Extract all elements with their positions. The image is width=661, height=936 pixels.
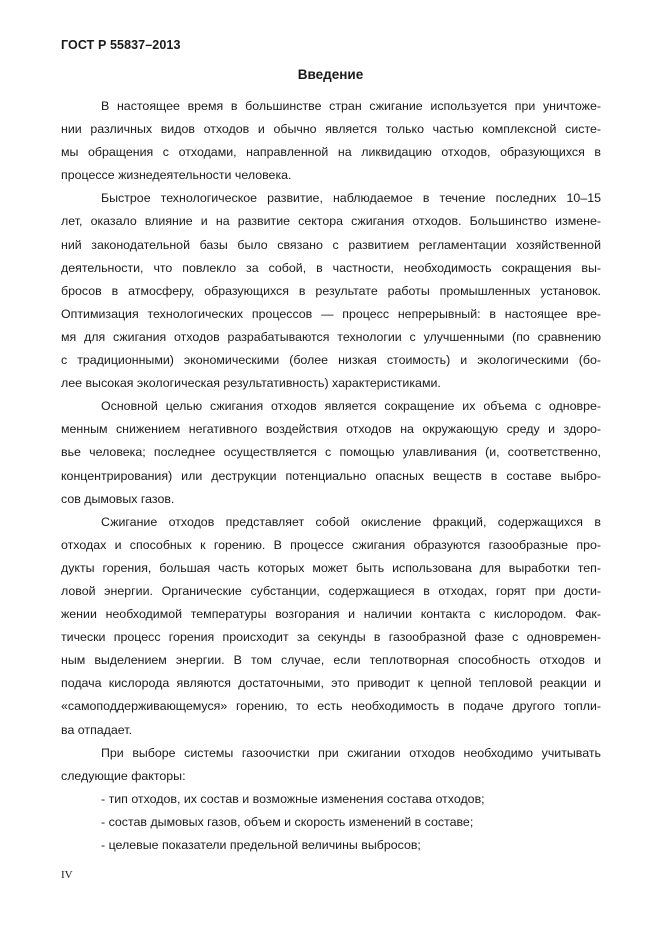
- factor-list: [61, 788, 601, 857]
- page-number: IV: [61, 869, 73, 881]
- text-line: вье человека; последнее осуществляется с помощью улавливания (и, соответственно,: [61, 445, 601, 460]
- text-line: деятельности, что повлекло за собой, в частности, необходимость сокращения вы-: [61, 260, 601, 275]
- list-item: - целевые показатели предельной величины выбросов;: [101, 838, 421, 852]
- text-line: Оптимизация технологических процессов — процесс непрерывный: в настоящее вре-: [61, 306, 601, 321]
- text-line: концентрирования) или деструкции потенциально опасных веществ в составе выбро-: [61, 468, 601, 483]
- text-line: ва отпадает.: [61, 722, 133, 737]
- list-item: - состав дымовых газов, объем и скорость изменений в составе;: [101, 814, 474, 829]
- text-line: следующие факторы:: [61, 768, 186, 783]
- text-line: менным снижением негативного воздействия отходов на окружающую среду и здоро-: [61, 422, 601, 437]
- text-line: Быстрое технологическое развитие, наблюдаемое в течение последних 10–15: [101, 191, 601, 206]
- text-line: подача кислорода являются достаточными, это приводит к цепной тепловой реакции и: [61, 676, 601, 691]
- text-line: В настоящее время в большинстве стран сжигание используется при уничтоже-: [101, 99, 601, 113]
- text-line: сов дымовых газов.: [61, 491, 175, 506]
- text-line: лет, оказало влияние и на развитие сектора сжигания отходов. Большинство измене-: [61, 214, 601, 229]
- body-text: [61, 95, 601, 857]
- text-line: ным выделением энергии. В том случае, если теплотворная способность отходов и: [61, 653, 601, 668]
- text-line: ний законодательной базы было связано с развитием регламентации хозяйственной: [61, 237, 601, 252]
- text-line: тически процесс горения происходит за секунды в газообразной фазе с одновремен-: [61, 630, 601, 645]
- paragraph: [61, 511, 601, 742]
- text-line: отходах и способных к горению. В процессе сжигания образуются газообразные про-: [61, 537, 601, 552]
- text-line: Сжигание отходов представляет собой окисление фракций, содержащихся в: [101, 514, 601, 529]
- paragraph: [61, 95, 601, 187]
- text-line: ловой энергии. Органические субстанции, содержащиеся в отходах, горят при дости-: [61, 583, 601, 598]
- text-line: лее высокая экологическая результативность) характеристиками.: [61, 376, 441, 391]
- text-line: бросов в атмосферу, образующихся в результате работы промышленных установок.: [61, 283, 601, 298]
- paragraph: [61, 395, 601, 510]
- text-line: процессе жизнедеятельности человека.: [61, 168, 292, 183]
- list-item: - тип отходов, их состав и возможные изменения состава отходов;: [101, 791, 485, 806]
- document-code: ГОСТ Р 55837–2013: [61, 38, 181, 52]
- paragraph: [61, 187, 601, 395]
- text-line: При выборе системы газоочистки при сжигании отходов необходимо учитывать: [101, 745, 601, 760]
- text-line: мы обращения с отходами, направленной на ликвидацию отходов, образующихся в: [61, 145, 601, 160]
- text-line: мя для сжигания отходов разрабатываются технологии с улучшенными (по сравнению: [61, 329, 601, 344]
- text-line: «самоподдерживающемуся» горению, то есть необходимость в подаче другого топли-: [61, 699, 601, 714]
- text-line: с традиционными) экономическими (более низкая стоимость) и экологическими (бо-: [61, 353, 601, 368]
- text-line: жении необходимой температуры возгорания и наличии контакта с кислородом. Фак-: [61, 607, 601, 622]
- text-line: Основной целью сжигания отходов является сокращение их объема с одновре-: [101, 399, 601, 414]
- text-line: дукты горения, большая часть которых может быть использована для выработки теп-: [61, 560, 601, 575]
- section-title: Введение: [297, 67, 364, 82]
- paragraph: [61, 742, 601, 788]
- text-line: нии различных видов отходов и обычно является только частью комплексной систе-: [61, 122, 601, 137]
